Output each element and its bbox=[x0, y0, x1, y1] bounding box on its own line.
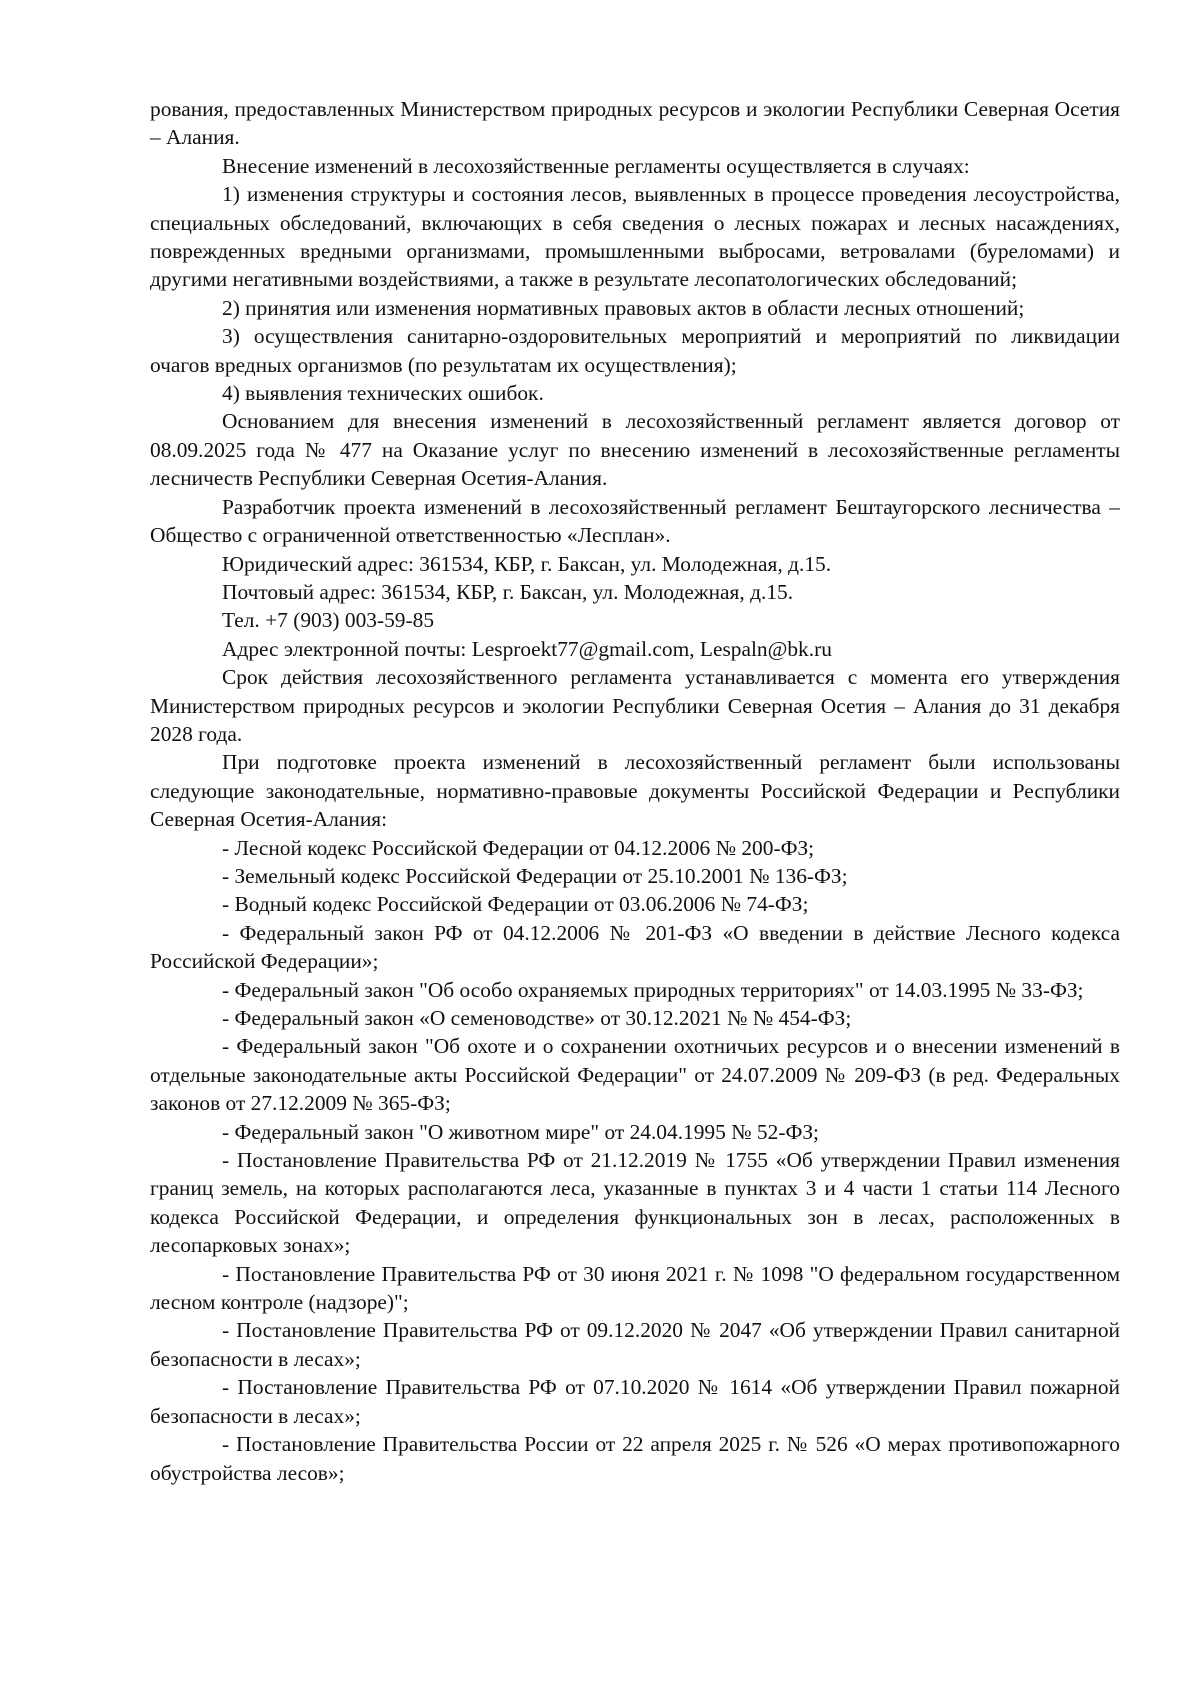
list-item-document: - Федеральный закон «О семеноводстве» от 30.12.2021 № № 454-ФЗ; bbox=[222, 1006, 852, 1030]
email-addresses: Адрес электронной почты: Lesproekt77@gmail.com, Lespaln@bk.ru bbox=[222, 636, 832, 661]
paragraph-continuation: рования, предоставленных Министерством природных ресурсов и экологии Республики Северная Осетия – Алания. bbox=[150, 97, 1120, 150]
paragraph-validity-period: Срок действия лесохозяйственного регламента устанавливается с момента его утверждения Министерством природных ресурсов и экологии Республики Северная Осетия – Алания до 31 декабря 2028 года. bbox=[150, 665, 1120, 746]
paragraph-amendment-cases-intro: Внесение изменений в лесохозяйственные регламенты осуществляется в случаях: bbox=[222, 153, 970, 178]
list-item-document: - Водный кодекс Российской Федерации от 03.06.2006 № 74-ФЗ; bbox=[222, 892, 809, 917]
list-item-document: - Федеральный закон "Об охоте и о сохранении охотничьих ресурсов и о внесении изменений в отдельные законодательные акты Российской Федерации" от 24.07.2009 № 209-ФЗ (в ред. Федеральных законов от 27.12.2009 № 365-ФЗ; bbox=[150, 1034, 1120, 1116]
paragraph-documents-intro: При подготовке проекта изменений в лесохозяйственный регламент были использованы следующие законодательные, нормативно-правовые документы Российской Федерации и Республики Северная Осетия-Алания: bbox=[150, 750, 1120, 832]
legal-address: Юридический адрес: 361534, КБР, г. Баксан, ул. Молодежная, д.15. bbox=[222, 551, 832, 576]
list-item-document: - Постановление Правительства РФ от 09.12.2020 № 2047 «Об утверждении Правил санитарной безопасности в лесах»; bbox=[150, 1318, 1120, 1371]
list-item-document: - Постановление Правительства России от 22 апреля 2025 г. № 526 «О мерах противопожарного обустройства лесов»; bbox=[150, 1432, 1120, 1485]
list-item-document: - Лесной кодекс Российской Федерации от 04.12.2006 № 200-ФЗ; bbox=[222, 835, 815, 860]
list-item-document: - Федеральный закон "Об особо охраняемых природных территориях" от 14.03.1995 № 33-ФЗ; bbox=[222, 977, 1084, 1002]
list-item-document: - Земельный кодекс Российской Федерации от 25.10.2001 № 136-ФЗ; bbox=[222, 863, 848, 888]
list-item-case-4: 4) выявления технических ошибок. bbox=[222, 381, 544, 406]
list-item-case-1: 1) изменения структуры и состояния лесов, выявленных в процессе проведения лесоустройства, специальных обследований, включающих в себя сведения о лесных пожарах и лесных насаждениях, поврежденных вредными организмами, промышленными выбросами, ветровалами (буреломами) и другими негативными воздействиями, а также в результате лесопатологических обследований; bbox=[150, 182, 1120, 292]
list-item-document: - Постановление Правительства РФ от 07.10.2020 № 1614 «Об утверждении Правил пожарной безопасности в лесах»; bbox=[150, 1375, 1120, 1428]
list-item-document: - Федеральный закон "О животном мире" от 24.04.1995 № 52-ФЗ; bbox=[222, 1119, 820, 1144]
paragraph-basis: Основанием для внесения изменений в лесохозяйственный регламент является договор от 08.09.2025 года № 477 на Оказание услуг по внесению изменений в лесохозяйственные регламенты лесничеств Республики Северная Осетия-Алания. bbox=[150, 409, 1120, 491]
paragraph-developer: Разработчик проекта изменений в лесохозяйственный регламент Бештаугорского лесничества – Общество с ограниченной ответственностью «Лесплан». bbox=[150, 494, 1120, 548]
phone: Тел. +7 (903) 003-59-85 bbox=[222, 608, 435, 633]
list-item-case-3: 3) осуществления санитарно-оздоровительных мероприятий и мероприятий по ликвидации очагов вредных организмов (по результатам их осуществления); bbox=[150, 324, 1120, 377]
document-page bbox=[150, 95, 1120, 1487]
list-item-case-2: 2) принятия или изменения нормативных правовых актов в области лесных отношений; bbox=[222, 295, 1025, 320]
list-item-document: - Постановление Правительства РФ от 30 июня 2021 г. № 1098 "О федеральном государственном лесном контроле (надзоре)"; bbox=[150, 1261, 1120, 1315]
postal-address: Почтовый адрес: 361534, КБР, г. Баксан, ул. Молодежная, д.15. bbox=[222, 579, 794, 604]
list-item-document: - Федеральный закон РФ от 04.12.2006 № 201-ФЗ «О введении в действие Лесного кодекса Российской Федерации»; bbox=[150, 920, 1120, 974]
list-item-document: - Постановление Правительства РФ от 21.12.2019 № 1755 «Об утверждении Правил изменения границ земель, на которых располагаются леса, указанные в пунктах 3 и 4 части 1 статьи 114 Лесного кодекса Российской Федерации, и определения функциональных зон в лесах, расположенных в лесопарковых зонах»; bbox=[150, 1148, 1120, 1258]
